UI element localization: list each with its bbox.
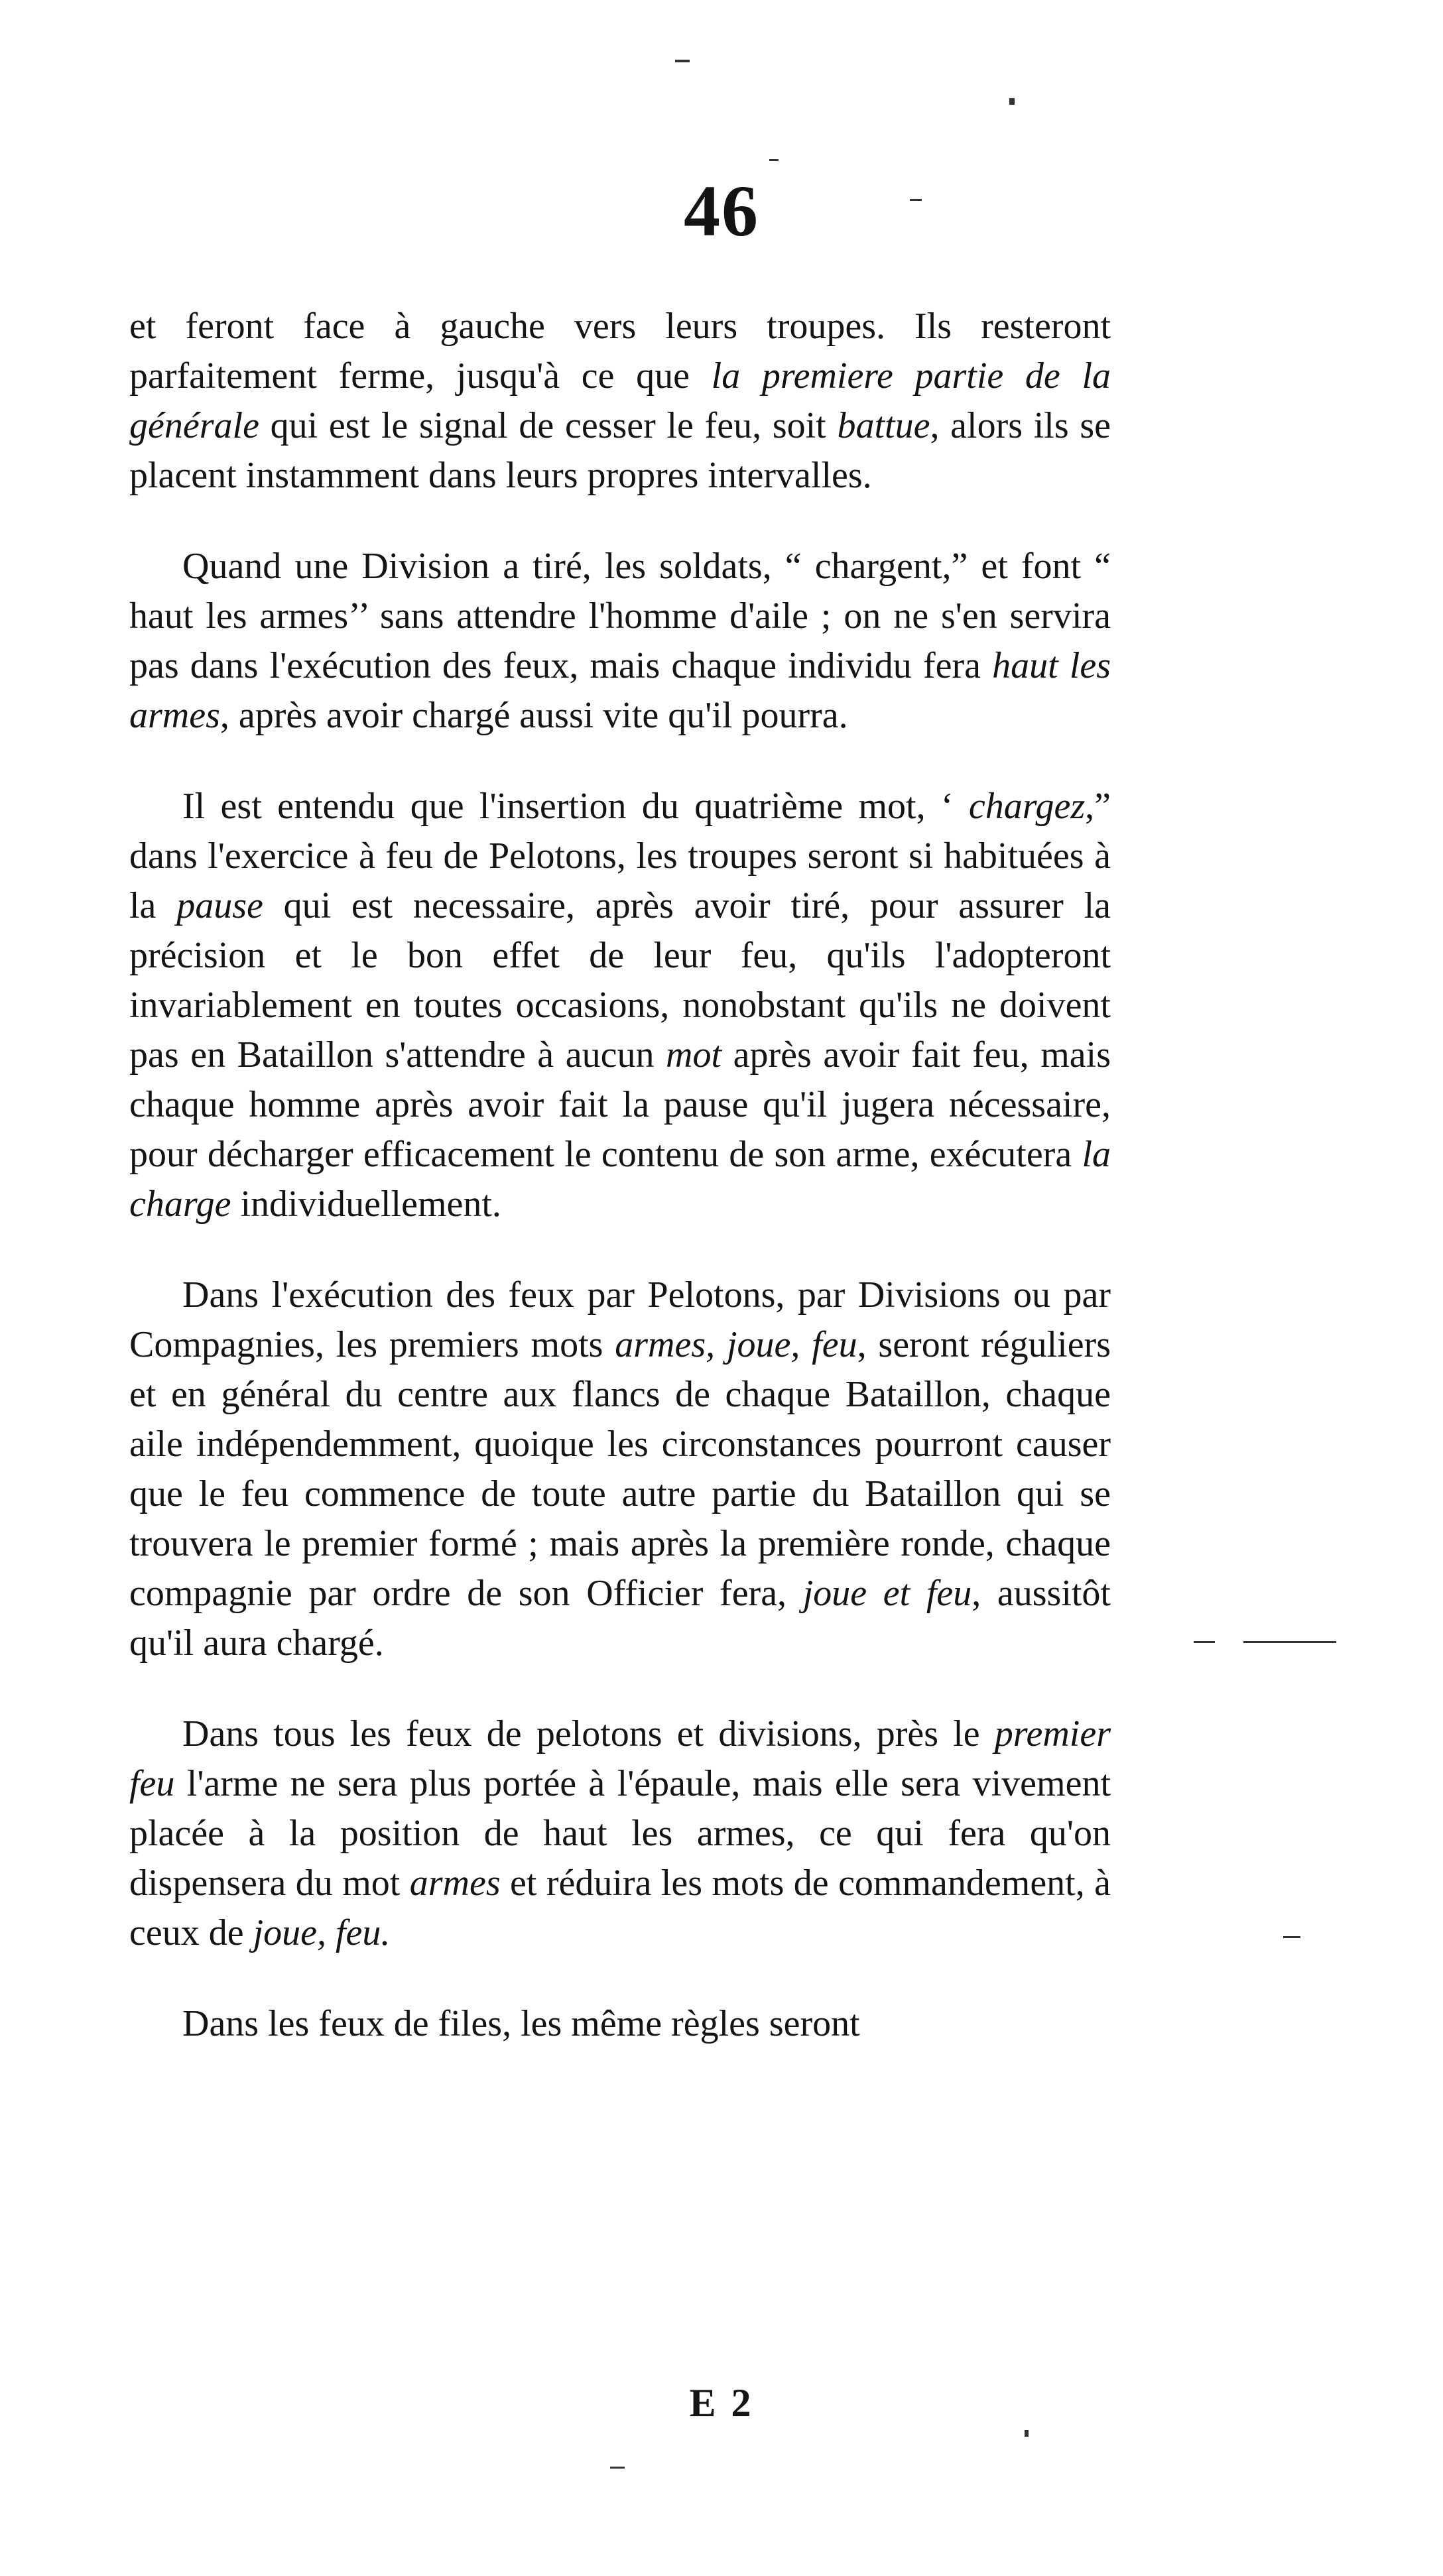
italic-text: la premiere partie de la générale [129, 355, 1111, 446]
signature-mark: E 2 [689, 2381, 754, 2425]
text-segment: qui est le signal de cesser le feu, soit [259, 405, 838, 446]
paragraph [129, 302, 1111, 501]
scan-speck [910, 199, 922, 201]
text-segment: Dans tous les feux de pelotons et divisions, près le [182, 1713, 995, 1754]
italic-text: joue et feu [802, 1573, 972, 1614]
italic-text: chargez [968, 786, 1086, 827]
text-segment: qui est necessaire, après avoir tiré, pour assurer la précision et le bon effet de leur feu, qu'ils l'adopteront invariablement en toutes occasions, nonobstant qu'ils ne doivent pas en Bataillon s'attendre à aucun [129, 885, 1111, 1075]
scan-speck [1025, 2430, 1029, 2437]
scan-speck [675, 60, 690, 62]
paragraph [129, 1999, 1111, 2049]
text-segment: Dans l'exécution des feux par Pelotons, par Divisions ou par Compagnies, les premiers mots [129, 1274, 1111, 1365]
text-segment: Il est entendu que l'insertion du quatrième mot, ‘ [182, 786, 969, 827]
page-number: 46 [684, 170, 759, 251]
text-segment: Dans les feux de files, les même règles seront [182, 2003, 860, 2044]
paragraph [129, 542, 1111, 741]
text-segment: , aussitôt qu'il aura chargé. [129, 1573, 1111, 1664]
text-segment: et réduira les mots de commandement, à ceux de [129, 1863, 1111, 1953]
paragraph [129, 1709, 1111, 1958]
italic-text: battue [837, 405, 930, 446]
italic-text: pause [176, 885, 263, 926]
scan-speck [1194, 1641, 1215, 1643]
text-segment: après avoir fait feu, mais chaque homme après avoir fait la pause qu'il jugera nécessaire, pour décharger efficacement le contenu de son arme, exécutera [129, 1034, 1111, 1175]
italic-text: armes, joue, feu [615, 1324, 857, 1365]
italic-text: joue, feu. [253, 1912, 391, 1953]
text-segment: , seront réguliers et en général du centre aux flancs de chaque Bataillon, chaque aile indépendemment, quoique les circonstances pourront causer que le feu commence de toute autre partie du Bataillon qui se trouvera le premier formé ; mais après la première ronde, chaque compagnie par ordre de son Officier fera, [129, 1324, 1111, 1614]
scan-speck [1283, 1936, 1300, 1938]
italic-text: la charge [129, 1134, 1111, 1225]
text-segment: individuellement. [231, 1184, 501, 1225]
text-segment: , après avoir chargé aussi vite qu'il pourra. [220, 695, 848, 736]
italic-text: armes [409, 1863, 501, 1904]
italic-text: mot [666, 1034, 722, 1075]
scan-speck [769, 159, 779, 161]
text-segment: Quand une Division a tiré, les soldats, “ chargent,” et font “ haut les armes’’ sans attendre l'homme d'aile ; on ne s'en servira pas dans l'exécution des feux, mais chaque individu fera [129, 546, 1111, 686]
text-segment: ,” dans l'exercice à feu de Pelotons, les troupes seront si habituées à la [129, 786, 1111, 926]
text-segment: et feront face à gauche vers leurs troupes. Ils resteront parfaitement ferme, jusqu'à ce que [129, 306, 1111, 397]
paragraph [129, 1270, 1111, 1668]
paragraph [129, 782, 1111, 1229]
text-segment: l'arme ne sera plus portée à l'épaule, mais elle sera vivement placée à la position de haut les armes, ce qui fera qu'on dispensera du mot [129, 1763, 1111, 1904]
text-segment: , alors ils se placent instamment dans leurs propres intervalles. [129, 405, 1111, 496]
scan-speck [1009, 98, 1015, 105]
scan-speck [1243, 1641, 1336, 1643]
italic-text: haut les armes [129, 645, 1111, 736]
scan-speck [610, 2467, 625, 2469]
italic-text: premier feu [129, 1713, 1111, 1804]
body-text [129, 302, 1111, 2049]
